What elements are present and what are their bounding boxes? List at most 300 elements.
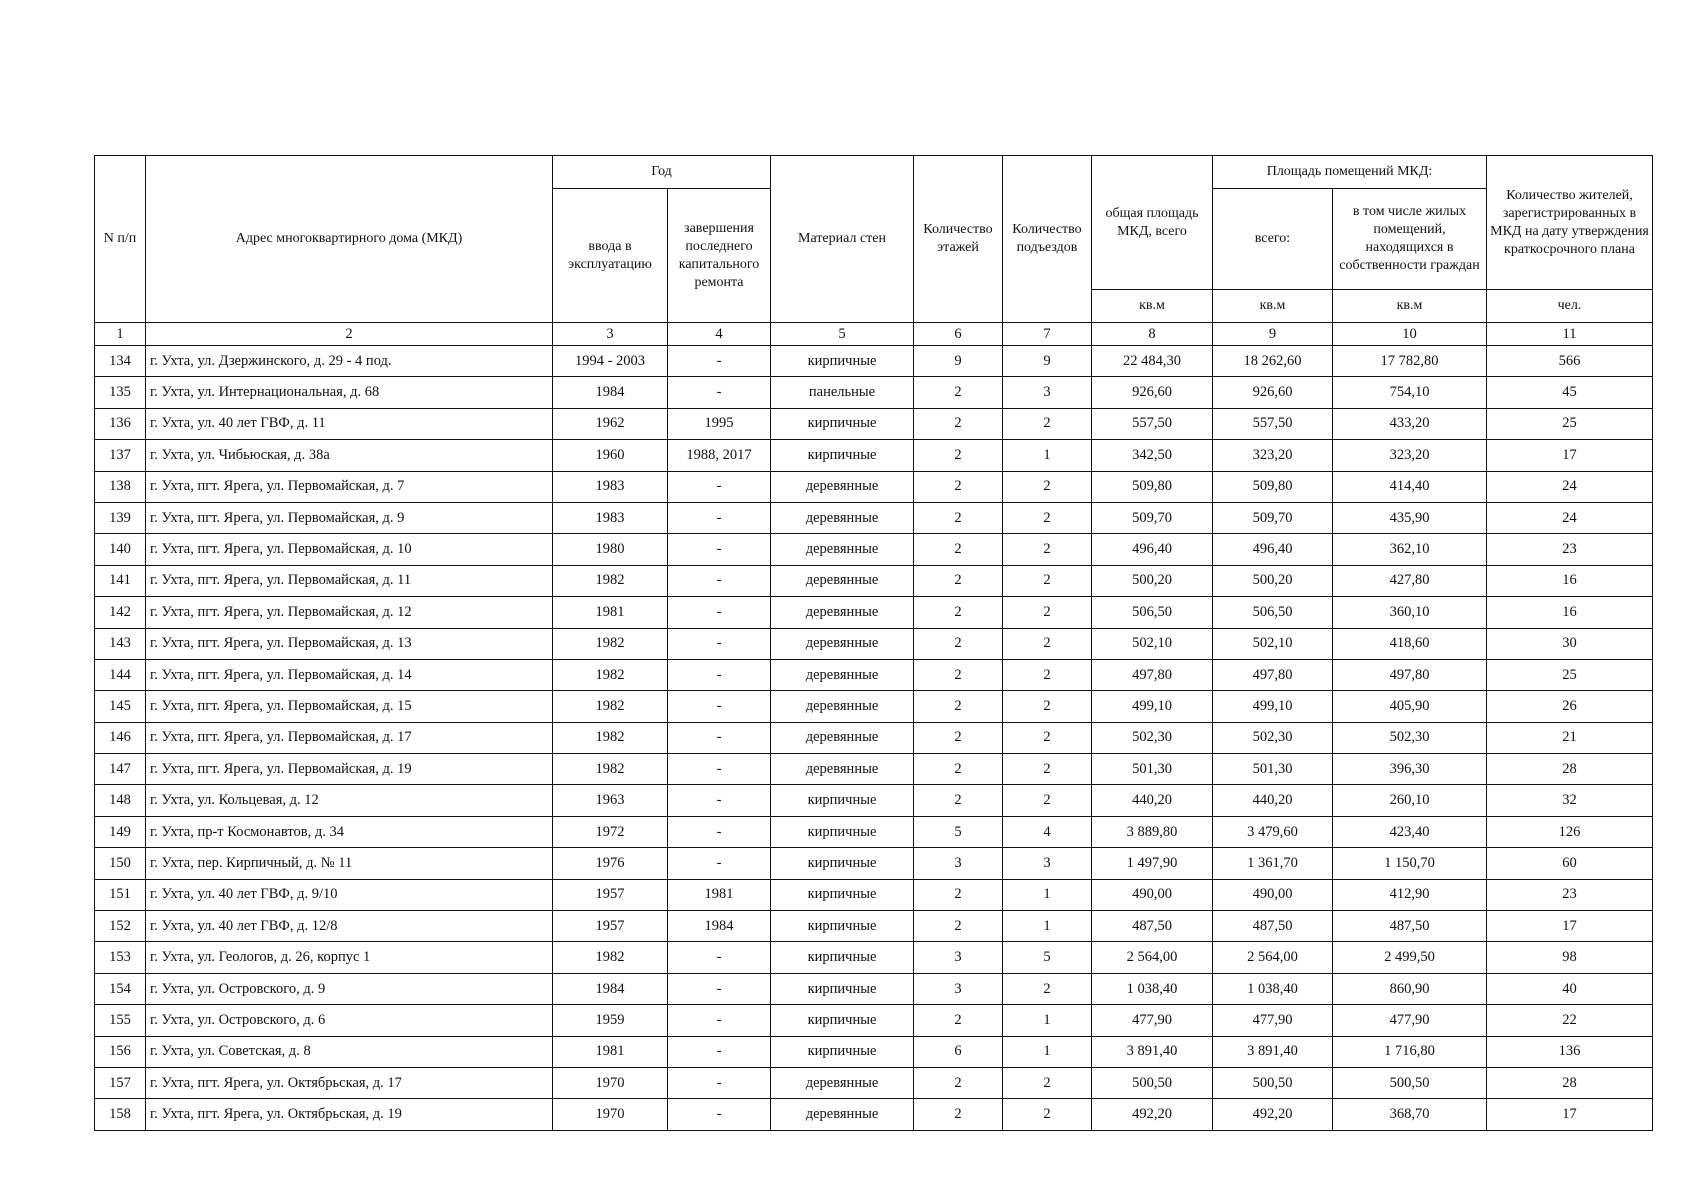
- year-commission-cell: 1983: [553, 502, 668, 533]
- premises-total-cell: 926,60: [1213, 377, 1333, 408]
- material-cell: кирпичные: [771, 1036, 914, 1067]
- row-number: 150: [95, 848, 146, 879]
- unit-total-area: кв.м: [1092, 290, 1213, 323]
- material-cell: деревянные: [771, 754, 914, 785]
- premises-private-cell: 1 716,80: [1333, 1036, 1487, 1067]
- residents-cell: 60: [1487, 848, 1653, 879]
- year-commission-cell: 1970: [553, 1067, 668, 1098]
- address-cell: г. Ухта, пер. Кирпичный, д. № 11: [146, 848, 553, 879]
- premises-private-cell: 360,10: [1333, 597, 1487, 628]
- row-number: 141: [95, 565, 146, 596]
- year-repair-cell: -: [668, 754, 771, 785]
- floors-cell: 2: [914, 628, 1003, 659]
- residents-cell: 17: [1487, 911, 1653, 942]
- col-number: 3: [553, 323, 668, 346]
- material-cell: деревянные: [771, 597, 914, 628]
- year-commission-cell: 1982: [553, 628, 668, 659]
- entrances-cell: 2: [1003, 628, 1092, 659]
- year-commission-cell: 1976: [553, 848, 668, 879]
- total-area-cell: 487,50: [1092, 911, 1213, 942]
- address-cell: г. Ухта, пгт. Ярега, ул. Октябрьская, д. 17: [146, 1067, 553, 1098]
- residents-cell: 22: [1487, 1005, 1653, 1036]
- premises-private-cell: 423,40: [1333, 816, 1487, 847]
- premises-private-cell: 414,40: [1333, 471, 1487, 502]
- col-number: 9: [1213, 323, 1333, 346]
- premises-total-cell: 502,30: [1213, 722, 1333, 753]
- address-cell: г. Ухта, ул. Островского, д. 6: [146, 1005, 553, 1036]
- address-cell: г. Ухта, ул. 40 лет ГВФ, д. 9/10: [146, 879, 553, 910]
- premises-private-cell: 362,10: [1333, 534, 1487, 565]
- year-repair-cell: 1984: [668, 911, 771, 942]
- entrances-cell: 9: [1003, 346, 1092, 377]
- total-area-cell: 1 497,90: [1092, 848, 1213, 879]
- premises-total-cell: 509,70: [1213, 502, 1333, 533]
- residents-cell: 98: [1487, 942, 1653, 973]
- material-cell: деревянные: [771, 1099, 914, 1130]
- floors-cell: 2: [914, 565, 1003, 596]
- entrances-cell: 2: [1003, 471, 1092, 502]
- premises-private-cell: 17 782,80: [1333, 346, 1487, 377]
- table-row: [95, 1067, 1653, 1098]
- address-cell: г. Ухта, ул. 40 лет ГВФ, д. 11: [146, 408, 553, 439]
- floors-cell: 2: [914, 377, 1003, 408]
- material-cell: кирпичные: [771, 911, 914, 942]
- address-cell: г. Ухта, пгт. Ярега, ул. Октябрьская, д. 19: [146, 1099, 553, 1130]
- material-cell: деревянные: [771, 1067, 914, 1098]
- year-commission-cell: 1981: [553, 597, 668, 628]
- mkd-table: [94, 155, 1653, 1131]
- premises-total-cell: 502,10: [1213, 628, 1333, 659]
- col-number: 5: [771, 323, 914, 346]
- table-row: [95, 879, 1653, 910]
- table-row: [95, 565, 1653, 596]
- residents-cell: 25: [1487, 659, 1653, 690]
- table-row: [95, 471, 1653, 502]
- header-year-commission: ввода в эксплуатацию: [553, 189, 668, 323]
- premises-total-cell: 1 038,40: [1213, 973, 1333, 1004]
- entrances-cell: 1: [1003, 911, 1092, 942]
- header-num: N п/п: [95, 156, 146, 323]
- address-cell: г. Ухта, ул. Геологов, д. 26, корпус 1: [146, 942, 553, 973]
- premises-total-cell: 492,20: [1213, 1099, 1333, 1130]
- address-cell: г. Ухта, ул. Интернациональная, д. 68: [146, 377, 553, 408]
- floors-cell: 3: [914, 848, 1003, 879]
- header-address: Адрес многоквартирного дома (МКД): [146, 156, 553, 323]
- year-commission-cell: 1984: [553, 973, 668, 1004]
- row-number: 157: [95, 1067, 146, 1098]
- table-row: [95, 1099, 1653, 1130]
- table-row: [95, 691, 1653, 722]
- year-commission-cell: 1959: [553, 1005, 668, 1036]
- year-repair-cell: -: [668, 565, 771, 596]
- year-repair-cell: -: [668, 942, 771, 973]
- year-repair-cell: 1988, 2017: [668, 440, 771, 471]
- premises-private-cell: 260,10: [1333, 785, 1487, 816]
- residents-cell: 16: [1487, 597, 1653, 628]
- material-cell: кирпичные: [771, 1005, 914, 1036]
- floors-cell: 2: [914, 1067, 1003, 1098]
- year-repair-cell: -: [668, 1036, 771, 1067]
- material-cell: кирпичные: [771, 879, 914, 910]
- header-material: Материал стен: [771, 156, 914, 323]
- floors-cell: 9: [914, 346, 1003, 377]
- material-cell: кирпичные: [771, 346, 914, 377]
- year-commission-cell: 1982: [553, 942, 668, 973]
- year-repair-cell: -: [668, 346, 771, 377]
- total-area-cell: 501,30: [1092, 754, 1213, 785]
- residents-cell: 28: [1487, 1067, 1653, 1098]
- year-commission-cell: 1984: [553, 377, 668, 408]
- header-residents: Количество жителей, зарегистрированных в МКД на дату утверждения краткосрочного плана: [1487, 156, 1653, 290]
- floors-cell: 2: [914, 534, 1003, 565]
- table-row: [95, 785, 1653, 816]
- floors-cell: 2: [914, 722, 1003, 753]
- table-row: [95, 440, 1653, 471]
- floors-cell: 2: [914, 691, 1003, 722]
- table-row: [95, 377, 1653, 408]
- header-premises-private: в том числе жилых помещений, находящихся в собственности граждан: [1333, 189, 1487, 290]
- total-area-cell: 490,00: [1092, 879, 1213, 910]
- material-cell: деревянные: [771, 628, 914, 659]
- row-number: 148: [95, 785, 146, 816]
- address-cell: г. Ухта, пгт. Ярега, ул. Первомайская, д. 7: [146, 471, 553, 502]
- premises-private-cell: 1 150,70: [1333, 848, 1487, 879]
- premises-total-cell: 3 479,60: [1213, 816, 1333, 847]
- premises-private-cell: 860,90: [1333, 973, 1487, 1004]
- premises-private-cell: 2 499,50: [1333, 942, 1487, 973]
- entrances-cell: 2: [1003, 565, 1092, 596]
- residents-cell: 32: [1487, 785, 1653, 816]
- total-area-cell: 440,20: [1092, 785, 1213, 816]
- year-repair-cell: -: [668, 816, 771, 847]
- material-cell: кирпичные: [771, 973, 914, 1004]
- unit-premises-total: кв.м: [1213, 290, 1333, 323]
- address-cell: г. Ухта, пгт. Ярега, ул. Первомайская, д. 9: [146, 502, 553, 533]
- row-number: 137: [95, 440, 146, 471]
- premises-private-cell: 323,20: [1333, 440, 1487, 471]
- premises-total-cell: 1 361,70: [1213, 848, 1333, 879]
- header-premises-area: Площадь помещений МКД:: [1213, 156, 1487, 189]
- year-commission-cell: 1982: [553, 659, 668, 690]
- year-repair-cell: -: [668, 973, 771, 1004]
- table-row: [95, 973, 1653, 1004]
- year-commission-cell: 1982: [553, 565, 668, 596]
- total-area-cell: 502,30: [1092, 722, 1213, 753]
- table-row: [95, 346, 1653, 377]
- residents-cell: 28: [1487, 754, 1653, 785]
- table-row: [95, 722, 1653, 753]
- total-area-cell: 22 484,30: [1092, 346, 1213, 377]
- residents-cell: 126: [1487, 816, 1653, 847]
- year-repair-cell: -: [668, 722, 771, 753]
- total-area-cell: 342,50: [1092, 440, 1213, 471]
- header-total-area: общая площадь МКД, всего: [1092, 156, 1213, 290]
- material-cell: кирпичные: [771, 816, 914, 847]
- premises-total-cell: 497,80: [1213, 659, 1333, 690]
- table-row: [95, 408, 1653, 439]
- material-cell: деревянные: [771, 691, 914, 722]
- row-number: 139: [95, 502, 146, 533]
- address-cell: г. Ухта, пгт. Ярега, ул. Первомайская, д. 14: [146, 659, 553, 690]
- col-number: 4: [668, 323, 771, 346]
- residents-cell: 24: [1487, 471, 1653, 502]
- address-cell: г. Ухта, ул. 40 лет ГВФ, д. 12/8: [146, 911, 553, 942]
- material-cell: деревянные: [771, 659, 914, 690]
- floors-cell: 2: [914, 408, 1003, 439]
- material-cell: кирпичные: [771, 785, 914, 816]
- table-header: [95, 156, 1653, 346]
- residents-cell: 17: [1487, 440, 1653, 471]
- premises-private-cell: 500,50: [1333, 1067, 1487, 1098]
- address-cell: г. Ухта, ул. Кольцевая, д. 12: [146, 785, 553, 816]
- floors-cell: 2: [914, 879, 1003, 910]
- total-area-cell: 500,20: [1092, 565, 1213, 596]
- table-body: [95, 346, 1653, 1131]
- material-cell: кирпичные: [771, 440, 914, 471]
- address-cell: г. Ухта, пгт. Ярега, ул. Первомайская, д. 11: [146, 565, 553, 596]
- premises-total-cell: 2 564,00: [1213, 942, 1333, 973]
- floors-cell: 2: [914, 440, 1003, 471]
- residents-cell: 17: [1487, 1099, 1653, 1130]
- year-commission-cell: 1994 - 2003: [553, 346, 668, 377]
- col-number: 2: [146, 323, 553, 346]
- residents-cell: 23: [1487, 879, 1653, 910]
- table-row: [95, 754, 1653, 785]
- entrances-cell: 2: [1003, 659, 1092, 690]
- year-commission-cell: 1980: [553, 534, 668, 565]
- residents-cell: 25: [1487, 408, 1653, 439]
- premises-total-cell: 323,20: [1213, 440, 1333, 471]
- floors-cell: 2: [914, 754, 1003, 785]
- entrances-cell: 1: [1003, 440, 1092, 471]
- floors-cell: 2: [914, 471, 1003, 502]
- premises-private-cell: 427,80: [1333, 565, 1487, 596]
- year-commission-cell: 1972: [553, 816, 668, 847]
- row-number: 145: [95, 691, 146, 722]
- residents-cell: 23: [1487, 534, 1653, 565]
- total-area-cell: 3 891,40: [1092, 1036, 1213, 1067]
- row-number: 135: [95, 377, 146, 408]
- floors-cell: 6: [914, 1036, 1003, 1067]
- floors-cell: 2: [914, 597, 1003, 628]
- total-area-cell: 509,80: [1092, 471, 1213, 502]
- premises-private-cell: 754,10: [1333, 377, 1487, 408]
- row-number: 134: [95, 346, 146, 377]
- premises-private-cell: 502,30: [1333, 722, 1487, 753]
- premises-total-cell: 509,80: [1213, 471, 1333, 502]
- year-repair-cell: -: [668, 1067, 771, 1098]
- floors-cell: 2: [914, 911, 1003, 942]
- premises-total-cell: 500,50: [1213, 1067, 1333, 1098]
- year-commission-cell: 1981: [553, 1036, 668, 1067]
- row-number: 151: [95, 879, 146, 910]
- year-repair-cell: -: [668, 597, 771, 628]
- address-cell: г. Ухта, ул. Островского, д. 9: [146, 973, 553, 1004]
- premises-private-cell: 477,90: [1333, 1005, 1487, 1036]
- residents-cell: 16: [1487, 565, 1653, 596]
- year-repair-cell: -: [668, 377, 771, 408]
- residents-cell: 21: [1487, 722, 1653, 753]
- residents-cell: 566: [1487, 346, 1653, 377]
- total-area-cell: 509,70: [1092, 502, 1213, 533]
- floors-cell: 5: [914, 816, 1003, 847]
- residents-cell: 40: [1487, 973, 1653, 1004]
- table-row: [95, 848, 1653, 879]
- material-cell: деревянные: [771, 722, 914, 753]
- row-number: 138: [95, 471, 146, 502]
- table-row: [95, 816, 1653, 847]
- col-number: 8: [1092, 323, 1213, 346]
- premises-private-cell: 418,60: [1333, 628, 1487, 659]
- entrances-cell: 2: [1003, 754, 1092, 785]
- entrances-cell: 2: [1003, 785, 1092, 816]
- row-number: 143: [95, 628, 146, 659]
- address-cell: г. Ухта, пгт. Ярега, ул. Первомайская, д. 13: [146, 628, 553, 659]
- header-year-repair: завершения последнего капитального ремонта: [668, 189, 771, 323]
- address-cell: г. Ухта, ул. Советская, д. 8: [146, 1036, 553, 1067]
- premises-private-cell: 368,70: [1333, 1099, 1487, 1130]
- address-cell: г. Ухта, пгт. Ярега, ул. Первомайская, д. 15: [146, 691, 553, 722]
- total-area-cell: 477,90: [1092, 1005, 1213, 1036]
- col-number: 11: [1487, 323, 1653, 346]
- year-commission-cell: 1982: [553, 691, 668, 722]
- year-commission-cell: 1963: [553, 785, 668, 816]
- address-cell: г. Ухта, пгт. Ярега, ул. Первомайская, д. 19: [146, 754, 553, 785]
- material-cell: кирпичные: [771, 408, 914, 439]
- total-area-cell: 557,50: [1092, 408, 1213, 439]
- year-commission-cell: 1960: [553, 440, 668, 471]
- floors-cell: 2: [914, 1005, 1003, 1036]
- row-number: 158: [95, 1099, 146, 1130]
- year-repair-cell: -: [668, 691, 771, 722]
- year-repair-cell: 1981: [668, 879, 771, 910]
- premises-total-cell: 500,20: [1213, 565, 1333, 596]
- row-number: 147: [95, 754, 146, 785]
- entrances-cell: 4: [1003, 816, 1092, 847]
- residents-cell: 136: [1487, 1036, 1653, 1067]
- floors-cell: 3: [914, 942, 1003, 973]
- premises-total-cell: 477,90: [1213, 1005, 1333, 1036]
- premises-private-cell: 497,80: [1333, 659, 1487, 690]
- premises-total-cell: 501,30: [1213, 754, 1333, 785]
- col-number: 6: [914, 323, 1003, 346]
- entrances-cell: 2: [1003, 691, 1092, 722]
- row-number: 149: [95, 816, 146, 847]
- address-cell: г. Ухта, пгт. Ярега, ул. Первомайская, д. 17: [146, 722, 553, 753]
- year-repair-cell: 1995: [668, 408, 771, 439]
- row-number: 140: [95, 534, 146, 565]
- table-row: [95, 628, 1653, 659]
- total-area-cell: 506,50: [1092, 597, 1213, 628]
- address-cell: г. Ухта, пр-т Космонавтов, д. 34: [146, 816, 553, 847]
- row-number: 155: [95, 1005, 146, 1036]
- material-cell: деревянные: [771, 534, 914, 565]
- row-number: 156: [95, 1036, 146, 1067]
- col-number: 1: [95, 323, 146, 346]
- premises-total-cell: 499,10: [1213, 691, 1333, 722]
- col-number: 10: [1333, 323, 1487, 346]
- entrances-cell: 2: [1003, 408, 1092, 439]
- unit-residents: чел.: [1487, 290, 1653, 323]
- premises-private-cell: 487,50: [1333, 911, 1487, 942]
- col-number: 7: [1003, 323, 1092, 346]
- premises-total-cell: 496,40: [1213, 534, 1333, 565]
- material-cell: деревянные: [771, 502, 914, 533]
- year-repair-cell: -: [668, 502, 771, 533]
- premises-total-cell: 557,50: [1213, 408, 1333, 439]
- material-cell: кирпичные: [771, 848, 914, 879]
- entrances-cell: 2: [1003, 1099, 1092, 1130]
- header-year: Год: [553, 156, 771, 189]
- table-row: [95, 942, 1653, 973]
- total-area-cell: 497,80: [1092, 659, 1213, 690]
- table-row: [95, 1005, 1653, 1036]
- row-number: 136: [95, 408, 146, 439]
- premises-private-cell: 435,90: [1333, 502, 1487, 533]
- material-cell: кирпичные: [771, 942, 914, 973]
- total-area-cell: 499,10: [1092, 691, 1213, 722]
- premises-private-cell: 396,30: [1333, 754, 1487, 785]
- address-cell: г. Ухта, ул. Дзержинского, д. 29 - 4 под.: [146, 346, 553, 377]
- table-row: [95, 597, 1653, 628]
- table-row: [95, 1036, 1653, 1067]
- entrances-cell: 1: [1003, 1036, 1092, 1067]
- row-number: 154: [95, 973, 146, 1004]
- premises-total-cell: 440,20: [1213, 785, 1333, 816]
- premises-total-cell: 506,50: [1213, 597, 1333, 628]
- row-number: 146: [95, 722, 146, 753]
- table-row: [95, 534, 1653, 565]
- table-row: [95, 911, 1653, 942]
- table-row: [95, 502, 1653, 533]
- material-cell: деревянные: [771, 471, 914, 502]
- entrances-cell: 2: [1003, 1067, 1092, 1098]
- residents-cell: 45: [1487, 377, 1653, 408]
- premises-private-cell: 405,90: [1333, 691, 1487, 722]
- year-repair-cell: -: [668, 848, 771, 879]
- entrances-cell: 5: [1003, 942, 1092, 973]
- address-cell: г. Ухта, ул. Чибьюская, д. 38а: [146, 440, 553, 471]
- floors-cell: 2: [914, 1099, 1003, 1130]
- total-area-cell: 502,10: [1092, 628, 1213, 659]
- entrances-cell: 3: [1003, 377, 1092, 408]
- premises-total-cell: 490,00: [1213, 879, 1333, 910]
- residents-cell: 26: [1487, 691, 1653, 722]
- total-area-cell: 492,20: [1092, 1099, 1213, 1130]
- year-repair-cell: -: [668, 628, 771, 659]
- year-commission-cell: 1983: [553, 471, 668, 502]
- entrances-cell: 1: [1003, 879, 1092, 910]
- year-repair-cell: -: [668, 785, 771, 816]
- floors-cell: 2: [914, 502, 1003, 533]
- year-commission-cell: 1982: [553, 754, 668, 785]
- floors-cell: 3: [914, 973, 1003, 1004]
- premises-private-cell: 412,90: [1333, 879, 1487, 910]
- year-repair-cell: -: [668, 1005, 771, 1036]
- year-commission-cell: 1970: [553, 1099, 668, 1130]
- year-commission-cell: 1957: [553, 911, 668, 942]
- unit-premises-private: кв.м: [1333, 290, 1487, 323]
- year-commission-cell: 1982: [553, 722, 668, 753]
- premises-private-cell: 433,20: [1333, 408, 1487, 439]
- header-entrances: Количество подъездов: [1003, 156, 1092, 323]
- material-cell: деревянные: [771, 565, 914, 596]
- row-number: 153: [95, 942, 146, 973]
- entrances-cell: 2: [1003, 597, 1092, 628]
- entrances-cell: 2: [1003, 722, 1092, 753]
- premises-total-cell: 3 891,40: [1213, 1036, 1333, 1067]
- total-area-cell: 496,40: [1092, 534, 1213, 565]
